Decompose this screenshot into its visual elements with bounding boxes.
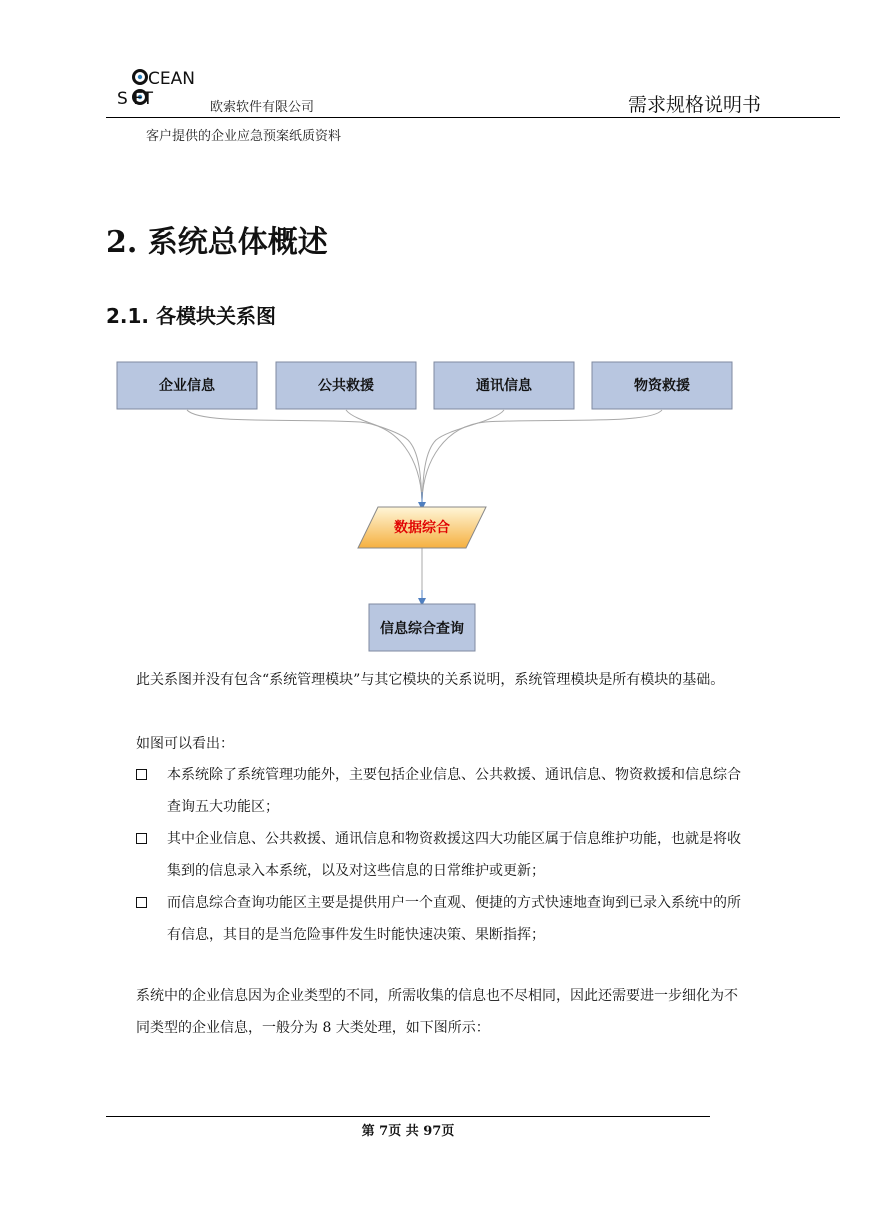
continued-text: 客户提供的企业应急预案纸质资料 — [146, 129, 342, 144]
intro-line: 如图可以看出： — [136, 736, 234, 752]
company-name: 欧索软件有限公司 — [210, 100, 315, 115]
page-number: 第 7页 共 97页 — [361, 1124, 455, 1139]
module-box-enterprise — [117, 362, 257, 409]
header-divider — [106, 117, 840, 118]
module-label: 企业信息 — [159, 378, 215, 394]
diagram-note-paragraph: 此关系图并没有包含“系统管理模块”与其它模块的关系说明，系统管理模块是所有模块的基础。 — [136, 672, 725, 688]
bullet-text: 本系统除了系统管理功能外，主要包括企业信息、公共救援、通讯信息、物资救援和信息综合查询五大功能区； — [167, 767, 741, 815]
module-box-public-rescue — [276, 362, 416, 409]
query-output-box — [369, 604, 475, 651]
enterprise-info-paragraph: 系统中的企业信息因为企业类型的不同，所需收集的信息也不尽相同，因此还需要进一步细化为不同类型的企业信息，一般分为 8 大类处理，如下图所示： — [136, 988, 738, 1036]
logo-text-top: CEAN — [148, 69, 195, 89]
bullet-item — [136, 823, 746, 887]
bullet-item — [136, 759, 746, 823]
data-merge-node — [358, 507, 486, 548]
module-label: 通讯信息 — [476, 378, 532, 394]
company-logo — [112, 68, 212, 110]
subsection-heading: 2.1. 各模块关系图 — [106, 304, 276, 328]
footer-divider — [106, 1116, 710, 1117]
module-box-material-rescue — [592, 362, 732, 409]
section-heading: 2. 系统总体概述 — [106, 225, 328, 260]
document-title: 需求规格说明书 — [628, 94, 762, 116]
merge-label: 数据综合 — [394, 520, 450, 536]
module-label: 公共救援 — [318, 378, 374, 394]
checkbox-bullet-icon — [136, 897, 147, 908]
module-box-communication — [434, 362, 574, 409]
output-label: 信息综合查询 — [380, 621, 464, 637]
logo-text-bottom: S FT — [117, 89, 154, 109]
bullet-text: 其中企业信息、公共救援、通讯信息和物资救援这四大功能区属于信息维护功能，也就是将收集到的信息录入本系统，以及对这些信息的日常维护或更新； — [167, 831, 741, 879]
connector-lines — [187, 410, 662, 500]
module-label: 物资救援 — [634, 378, 690, 394]
checkbox-bullet-icon — [136, 833, 147, 844]
checkbox-bullet-icon — [136, 769, 147, 780]
bullet-text: 而信息综合查询功能区主要是提供用户一个直观、便捷的方式快速地查询到已录入系统中的所有信息，其目的是当危险事件发生时能快速决策、果断指挥； — [167, 895, 741, 943]
bullet-item — [136, 887, 746, 951]
module-relationship-diagram — [0, 350, 869, 660]
